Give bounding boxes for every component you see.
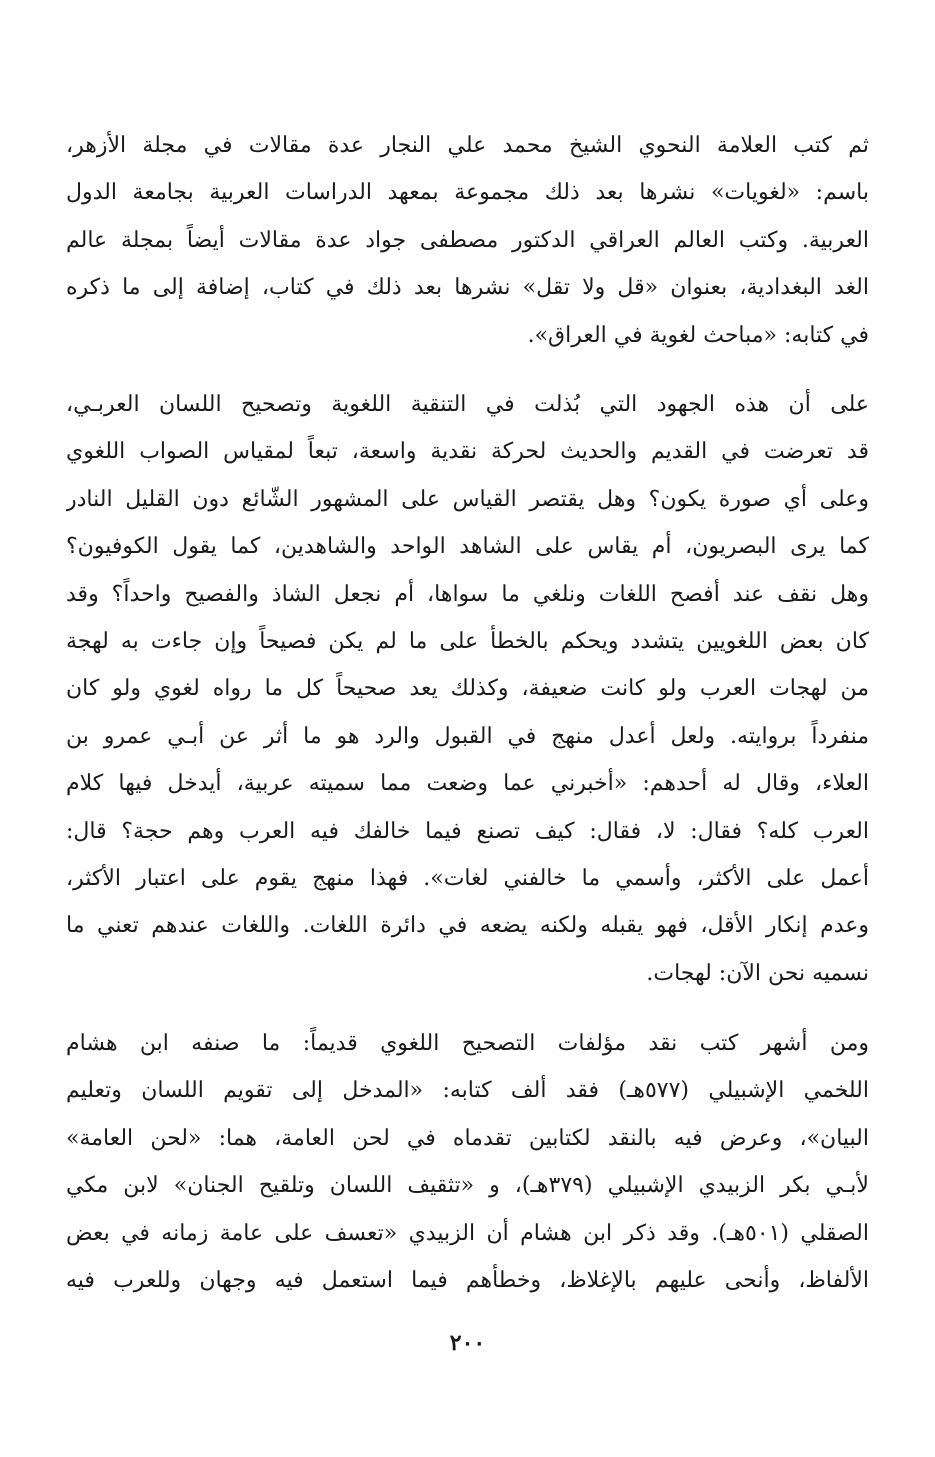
paragraph-line: وعدم إنكار الأقل، فهو يقبله ولكنه يضعه في دائرة اللغات. واللغات عندهم تعني ما [66,913,869,939]
page-number: ٢٠٠ [449,1330,486,1356]
paragraph-line: منفرداً بروايته. ولعل أعدل منهج في القبول والرد هو ما أثر عن أبـي عمرو بن [66,723,869,749]
paragraph-line: اللخمي الإشبيلي (٥٧٧هـ) فقد ألف كتابه: «المدخل إلى تقويم اللسان وتعليم [66,1078,869,1104]
paragraph-2 [66,381,869,997]
paragraph-line: كان بعض اللغويين يتشدد ويحكم بالخطأ على ما لم يكن فصيحاً وإن جاءت به لهجة [66,628,869,654]
paragraph-line: العربية. وكتب العالم العراقي الدكتور مصطفى جواد عدة مقالات أيضاً بمجلة عالم [66,227,869,253]
paragraph-line: وهل نقف عند أفصح اللغات ونلغي ما سواها، أم نجعل الشاذ والفصيح واحداً؟ وقد [66,581,869,607]
paragraph-1 [66,122,869,359]
paragraph-line: وعلى أي صورة يكون؟ وهل يقتصر القياس على المشهور الشّائع دون القليل النادر [66,486,869,512]
paragraph-line: الصقلي (٥٠١هـ). وقد ذكر ابن هشام أن الزبيدي «تعسف على عامة زمانه في بعض [66,1220,869,1246]
paragraph-line: لأبـي بكر الزبيدي الإشبيلي (٣٧٩هـ)، و «تثقيف اللسان وتلقيح الجنان» لابن مكي [66,1173,869,1199]
paragraph-line: الألفاظ، وأنحى عليهم بالإغلاظ، وخطأهم فيما استعمل فيه وجهان وللعرب فيه [66,1267,869,1293]
paragraph-line: الغد البغدادية، بعنوان «قل ولا تقل» نشرها بعد ذلك في كتاب، إضافة إلى ما ذكره [66,275,869,301]
paragraph-line: في كتابه: «مباحث لغوية في العراق». [527,322,869,348]
paragraph-line: كما يرى البصريون، أم يقاس على الشاهد الواحد والشاهدين، كما يقول الكوفيون؟ [66,534,869,560]
paragraph-3 [66,1020,869,1304]
paragraph-line: باسم: «لغويات» نشرها بعد ذلك مجموعة بمعهد الدراسات العربية بجامعة الدول [66,180,869,206]
paragraph-line: البيان»، وعرض فيه بالنقد لكتابين تقدماه في لحن العامة، هما: «لحن العامة» [66,1125,869,1151]
paragraph-line: العلاء، وقال له أحدهم: «أخبرني عما وضعت مما سميته عربية، أيدخل فيها كلام [66,771,869,797]
paragraph-line: على أن هذه الجهود التي بُذلت في التنقية اللغوية وتصحيح اللسان العربـي، [66,392,869,417]
paragraph-line: أعمل على الأكثر، وأسمي ما خالفني لغات». فهذا منهج يقوم على اعتبار الأكثر، [66,865,869,891]
paragraph-line: ومن أشهر كتب نقد مؤلفات التصحيح اللغوي قديماً: ما صنفه ابن هشام [66,1031,869,1056]
paragraph-line: قد تعرضت في القديم والحديث لحركة نقدية واسعة، تبعاً لمقياس الصواب اللغوي [66,439,869,465]
paragraph-line: العرب كله؟ فقال: لا، فقال: كيف تصنع فيما خالفك فيه العرب وهم حجة؟ قال: [66,818,869,844]
paragraph-line: ثم كتب العلامة النحوي الشيخ محمد علي النجار عدة مقالات في مجلة الأزهر، [66,133,869,158]
paragraph-line: نسميه نحن الآن: لهجات. [646,960,869,986]
paragraph-line: من لهجات العرب ولو كانت ضعيفة، وكذلك يعد صحيحاً كل ما رواه لغوي ولو كان [66,676,869,702]
